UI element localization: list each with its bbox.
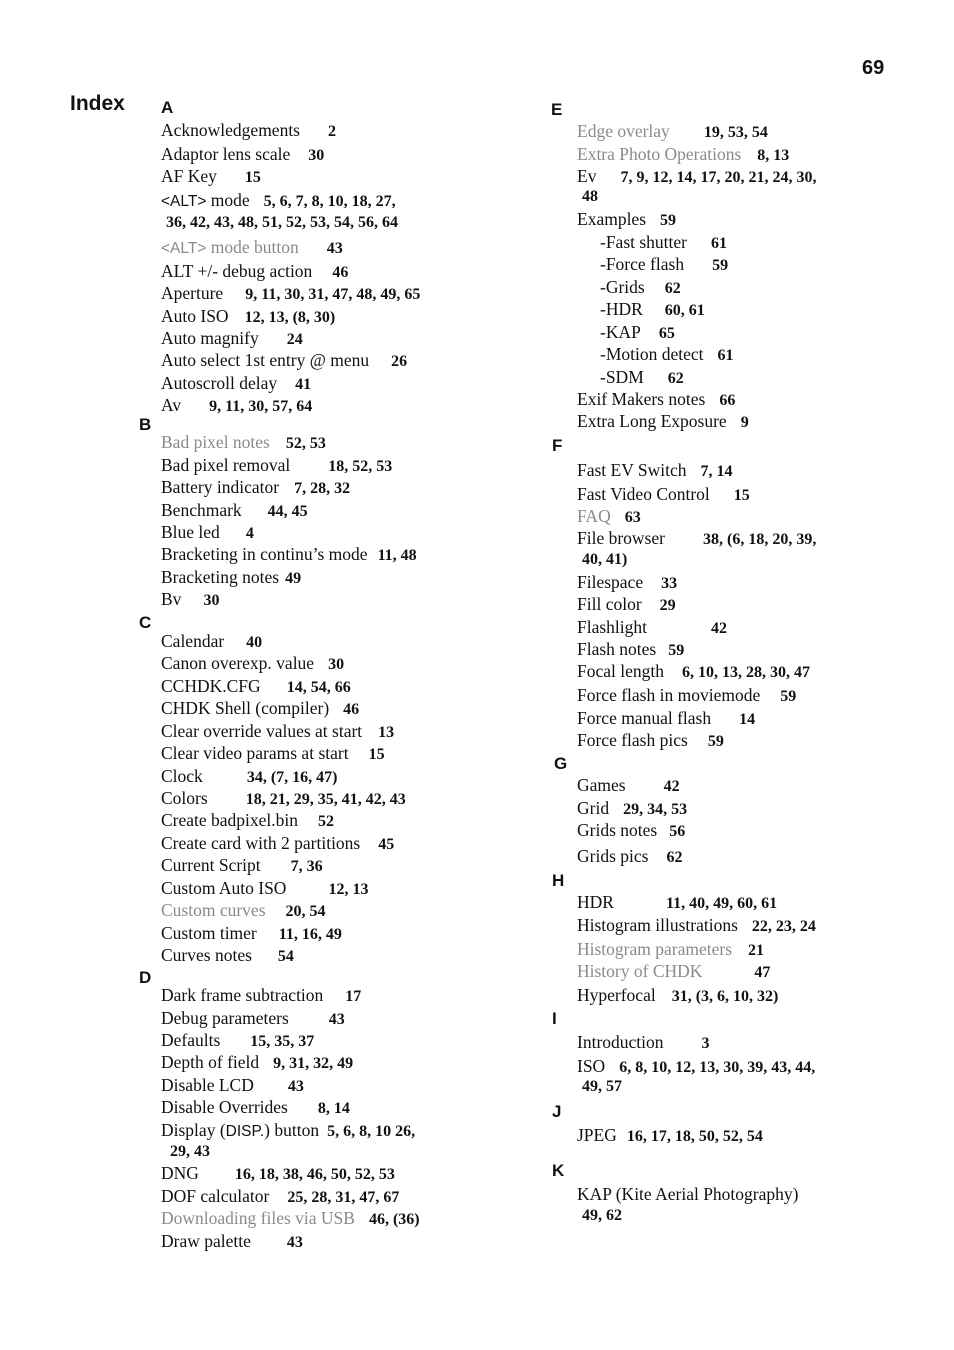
index-entry <box>161 588 219 612</box>
index-term: Defaults <box>161 1030 221 1050</box>
page-refs: 43 <box>326 240 343 257</box>
index-entry <box>600 253 728 277</box>
index-entry <box>600 231 727 255</box>
index-term: Force manual flash <box>577 708 712 728</box>
index-term: mode button <box>206 237 299 257</box>
page-refs: 12, 13, (8, 30) <box>244 309 336 326</box>
page-refs: 14, 54, 66 <box>286 679 351 696</box>
index-entry <box>161 765 337 789</box>
index-entry <box>577 527 816 551</box>
index-entry <box>577 660 810 684</box>
index-term: CHDK Shell (compiler) <box>161 698 330 718</box>
page-refs: 54 <box>277 948 294 965</box>
page-refs: 19, 53, 54 <box>703 124 768 141</box>
index-entry <box>577 984 778 1008</box>
index-entry <box>161 1162 395 1186</box>
index-entry <box>161 431 326 455</box>
index-entry <box>577 208 676 232</box>
page-refs: 11, 40, 49, 60, 61 <box>665 895 778 912</box>
page-refs: 59 <box>712 257 729 274</box>
page-refs: 9, 11, 30, 31, 47, 48, 49, 65 <box>245 286 421 303</box>
page-refs: 9 <box>740 414 749 431</box>
index-entry <box>161 630 262 654</box>
index-entry <box>577 571 677 595</box>
index-term: ISO <box>577 1056 606 1076</box>
index-term: -Motion detect <box>600 344 704 364</box>
index-term: Examples <box>577 209 647 229</box>
index-term: Av <box>161 395 182 415</box>
section-letter-c: C <box>139 613 152 632</box>
page-refs: 59 <box>668 642 685 659</box>
section-letter-h: H <box>552 871 565 890</box>
page-refs: 30 <box>328 656 345 673</box>
index-term: Histogram illustrations <box>577 915 738 935</box>
index-entry <box>161 119 336 143</box>
index-term: Disable Overrides <box>161 1097 288 1117</box>
page-refs: 40 <box>246 634 263 651</box>
index-title: Index <box>70 92 125 115</box>
index-term: -Fast shutter <box>600 232 688 252</box>
index-entry <box>577 1124 763 1148</box>
section-letter-a: A <box>161 98 174 117</box>
index-entry <box>577 616 727 640</box>
page-refs: 2 <box>328 123 336 140</box>
page-refs: 31, (3, 6, 10, 32) <box>671 988 779 1005</box>
index-term: File browser <box>577 528 665 548</box>
index-term: Extra Long Exposure <box>577 411 727 431</box>
index-term: -HDR <box>600 299 643 319</box>
index-term: Disable LCD <box>161 1075 254 1095</box>
page-refs: 65 <box>658 325 675 342</box>
index-entry <box>577 707 755 731</box>
index-term: Exif Makers notes <box>577 389 706 409</box>
index-term: Histogram parameters <box>577 939 733 959</box>
page-refs: 12, 13 <box>328 881 369 898</box>
index-entry <box>161 720 394 744</box>
index-term: Blue led <box>161 522 220 542</box>
section-letter-b: B <box>139 415 152 434</box>
index-entry <box>577 1031 710 1055</box>
page-refs: 44, 45 <box>267 503 308 520</box>
section-letter-k: K <box>552 1161 565 1180</box>
index-term: Canon overexp. value <box>161 653 315 673</box>
index-term: Grids pics <box>577 846 649 866</box>
index-term: CCHDK.CFG <box>161 676 261 696</box>
page-refs-continued: 29, 43 <box>170 1143 210 1160</box>
index-entry <box>161 652 344 676</box>
section-letter-f: F <box>552 436 563 455</box>
index-entry <box>577 593 676 617</box>
page-refs: 7, 28, 32 <box>294 480 351 497</box>
index-term: Bad pixel notes <box>161 432 270 452</box>
page-refs: 8, 14 <box>317 1100 350 1117</box>
index-term: Aperture <box>161 283 224 303</box>
page-refs-continued: 40, 41) <box>582 551 628 568</box>
page-refs: 62 <box>666 849 683 866</box>
page-refs: 3 <box>701 1035 710 1052</box>
section-letter-d: D <box>139 968 152 987</box>
index-entry <box>161 282 420 306</box>
index-entry <box>161 809 334 833</box>
index-entry <box>161 499 308 523</box>
page-refs: 13 <box>378 724 395 741</box>
index-entry <box>577 410 749 434</box>
index-entry <box>577 505 641 529</box>
page-refs: 63 <box>624 509 641 526</box>
index-entry <box>600 321 675 345</box>
index-entry <box>600 366 684 390</box>
page-refs: 46, (36) <box>368 1211 420 1228</box>
index-term: Custom Auto ISO <box>161 878 287 898</box>
index-entry <box>161 476 350 500</box>
page-refs: 15 <box>244 169 261 186</box>
index-term: Create card with 2 partitions <box>161 833 361 853</box>
index-term: Games <box>577 775 626 795</box>
index-term: Calendar <box>161 631 225 651</box>
index-term: Auto ISO <box>161 306 229 326</box>
index-entry <box>161 697 359 721</box>
page-refs: 43 <box>286 1234 303 1251</box>
index-entry <box>577 388 735 412</box>
index-term: Custom curves <box>161 900 266 920</box>
page-refs: 66 <box>719 392 736 409</box>
page-refs-continued: 48 <box>582 188 598 205</box>
index-entry <box>161 1007 345 1031</box>
page-refs: 52, 53 <box>285 435 326 452</box>
index-term: Force flash in moviemode <box>577 685 761 705</box>
section-letter-g: G <box>554 754 568 773</box>
index-term: Display ( <box>161 1120 226 1140</box>
index-entry <box>161 984 361 1008</box>
index-entry <box>577 120 768 144</box>
index-term: Filespace <box>577 572 644 592</box>
index-term-sans: DISP. <box>225 1123 265 1140</box>
index-term: Current Script <box>161 855 261 875</box>
page-refs: 43 <box>287 1078 304 1095</box>
index-term: Benchmark <box>161 500 242 520</box>
index-entry <box>577 819 685 843</box>
index-entry <box>161 1096 350 1120</box>
index-entry <box>161 1051 353 1075</box>
page-refs: 61 <box>717 347 734 364</box>
index-entry <box>577 891 777 915</box>
index-term: History of CHDK <box>577 961 703 981</box>
index-entry <box>161 1185 399 1209</box>
page-refs: 17 <box>345 988 362 1005</box>
index-entry <box>161 1119 415 1143</box>
index-entry <box>161 327 303 351</box>
page-refs-continued: 49, 62 <box>582 1207 622 1224</box>
index-term: -KAP <box>600 322 641 342</box>
index-term: Adaptor lens scale <box>161 144 291 164</box>
page-refs: 11, 16, 49 <box>278 926 342 943</box>
page-refs-continued: 49, 57 <box>582 1078 622 1095</box>
index-term: Bad pixel removal <box>161 455 291 475</box>
index-entry <box>161 521 254 545</box>
page-refs: 20, 54 <box>285 903 326 920</box>
index-entry <box>600 343 734 367</box>
page-refs: 46 <box>343 701 360 718</box>
index-entry <box>577 960 770 984</box>
page-refs: 25, 28, 31, 47, 67 <box>287 1189 400 1206</box>
index-term: KAP (Kite Aerial Photography) <box>577 1184 799 1204</box>
index-term: Grids notes <box>577 820 658 840</box>
index-term: -Force flash <box>600 254 685 274</box>
index-term: Fast EV Switch <box>577 460 687 480</box>
index-term-prefix: <ALT> <box>161 240 207 257</box>
index-entry <box>577 845 682 869</box>
index-term: mode <box>206 190 250 210</box>
index-entry <box>161 543 417 567</box>
page-refs: 29 <box>659 597 676 614</box>
index-entry <box>161 1029 314 1053</box>
page-refs: 9, 31, 32, 49 <box>273 1055 354 1072</box>
page-refs: 6, 10, 13, 28, 30, 47 <box>682 664 810 681</box>
index-entry <box>161 236 343 260</box>
page-refs: 29, 34, 53 <box>623 801 688 818</box>
section-letter-i: I <box>552 1009 557 1028</box>
index-entry <box>161 189 396 213</box>
page-refs: 9, 11, 30, 57, 64 <box>209 398 313 415</box>
index-entry <box>161 454 392 478</box>
index-term: ALT +/- debug action <box>161 261 313 281</box>
page-refs: 14 <box>739 711 756 728</box>
page-refs: 15 <box>368 746 385 763</box>
index-term: JPEG <box>577 1125 617 1145</box>
index-entry <box>161 349 407 373</box>
index-term: Bracketing in continu’s mode <box>161 544 368 564</box>
index-entry <box>577 143 789 167</box>
page-refs: 38, (6, 18, 20, 39, <box>702 531 817 548</box>
page-refs: 11, 48 <box>377 547 417 564</box>
page-refs: 8, 13 <box>757 147 790 164</box>
page-refs: 30 <box>308 147 325 164</box>
index-term: HDR <box>577 892 614 912</box>
index-entry <box>577 797 687 821</box>
page-refs: 49 <box>285 570 302 587</box>
index-term: FAQ <box>577 506 611 526</box>
index-term: Ev <box>577 166 597 186</box>
index-entry <box>577 165 816 189</box>
section-letter-e: E <box>551 100 563 119</box>
index-term: Edge overlay <box>577 121 670 141</box>
index-entry <box>161 854 323 878</box>
page-refs: 4 <box>245 525 254 542</box>
index-entry <box>577 638 684 662</box>
index-term: ) button <box>264 1120 320 1140</box>
page-refs: 15 <box>733 487 750 504</box>
page-refs: 45 <box>378 836 395 853</box>
index-entry <box>161 566 301 590</box>
page-refs: 43 <box>328 1011 345 1028</box>
index-entry <box>161 165 261 189</box>
index-entry <box>161 899 326 923</box>
index-term: Clear video params at start <box>161 743 349 763</box>
page-refs: 21 <box>748 942 765 959</box>
page-refs: 7, 14 <box>700 463 733 480</box>
index-entry <box>161 877 368 901</box>
index-term: Draw palette <box>161 1231 251 1251</box>
index-term: Autoscroll delay <box>161 373 278 393</box>
index-term: Flashlight <box>577 617 648 637</box>
index-term: Battery indicator <box>161 477 280 497</box>
index-entry <box>577 1183 798 1205</box>
page-refs: 7, 36 <box>290 858 323 875</box>
page-refs: 24 <box>286 331 303 348</box>
index-term: Fill color <box>577 594 642 614</box>
index-term: DOF calculator <box>161 1186 270 1206</box>
page-refs: 62 <box>664 280 681 297</box>
page-refs: 22, 23, 24 <box>751 918 816 935</box>
index-term-prefix: <ALT> <box>161 193 207 210</box>
index-entry <box>161 922 342 946</box>
index-term: Colors <box>161 788 208 808</box>
index-entry <box>161 1230 303 1254</box>
index-term: DNG <box>161 1163 199 1183</box>
page-refs: 18, 52, 53 <box>328 458 393 475</box>
index-entry <box>577 729 724 753</box>
page-refs: 6, 8, 10, 12, 13, 30, 39, 43, 44, <box>619 1059 816 1076</box>
index-entry <box>161 372 311 396</box>
index-entry <box>577 459 733 483</box>
index-term: Depth of field <box>161 1052 260 1072</box>
page-refs: 16, 18, 38, 46, 50, 52, 53 <box>234 1166 395 1183</box>
index-entry <box>161 787 406 811</box>
page-refs: 62 <box>667 370 684 387</box>
page-refs: 7, 9, 12, 14, 17, 20, 21, 24, 30, <box>620 169 817 186</box>
index-entry <box>161 394 312 418</box>
page-refs: 33 <box>661 575 678 592</box>
page-refs: 16, 17, 18, 50, 52, 54 <box>626 1128 763 1145</box>
index-term: Auto magnify <box>161 328 259 348</box>
index-term: -Grids <box>600 277 645 297</box>
page-refs: 59 <box>780 688 797 705</box>
index-term: Custom timer <box>161 923 257 943</box>
index-term: Dark frame subtraction <box>161 985 324 1005</box>
page-refs: 59 <box>707 733 724 750</box>
page-refs: 34, (7, 16, 47) <box>246 769 338 786</box>
index-term: Grid <box>577 798 610 818</box>
index-entry <box>161 1074 304 1098</box>
index-entry <box>577 938 764 962</box>
page-refs: 56 <box>669 823 686 840</box>
index-entry <box>577 914 816 938</box>
index-term: Extra Photo Operations <box>577 144 742 164</box>
index-entry <box>577 684 796 708</box>
page-refs: 42 <box>711 620 728 637</box>
page-number: 69 <box>862 57 885 79</box>
index-entry <box>161 1207 420 1231</box>
index-entry <box>600 298 705 322</box>
section-letter-j: J <box>552 1102 562 1121</box>
page-refs: 42 <box>663 778 680 795</box>
index-entry <box>161 260 348 284</box>
page-refs: 41 <box>295 376 312 393</box>
page-refs: 61 <box>711 235 728 252</box>
index-term: Force flash pics <box>577 730 688 750</box>
page-refs: 30 <box>203 592 220 609</box>
page-refs: 60, 61 <box>664 302 705 319</box>
index-term: Hyperfocal <box>577 985 656 1005</box>
index-term: AF Key <box>161 166 217 186</box>
page-refs: 15, 35, 37 <box>250 1033 315 1050</box>
index-term: Focal length <box>577 661 664 681</box>
index-term: Create badpixel.bin <box>161 810 299 830</box>
index-term: Downloading files via USB <box>161 1208 355 1228</box>
index-term: Introduction <box>577 1032 664 1052</box>
page-refs: 59 <box>660 212 677 229</box>
page-refs-continued: 36, 42, 43, 48, 51, 52, 53, 54, 56, 64 <box>166 214 398 231</box>
page-refs: 5, 6, 7, 8, 10, 18, 27, <box>263 193 396 210</box>
index-term: Bracketing notes <box>161 567 280 587</box>
index-entry <box>577 774 680 798</box>
index-term: Clear override values at start <box>161 721 363 741</box>
index-entry <box>577 483 750 507</box>
index-entry <box>161 675 351 699</box>
page-refs: 52 <box>318 813 335 830</box>
index-term: Bv <box>161 589 182 609</box>
index-term: Curves notes <box>161 945 252 965</box>
page-refs: 46 <box>332 264 349 281</box>
page-refs: 18, 21, 29, 35, 41, 42, 43 <box>245 791 406 808</box>
index-term: Clock <box>161 766 203 786</box>
index-entry <box>161 832 394 856</box>
index-term: Fast Video Control <box>577 484 710 504</box>
index-term: Flash notes <box>577 639 657 659</box>
index-entry <box>161 143 324 167</box>
index-term: Debug parameters <box>161 1008 289 1028</box>
page-refs: 5, 6, 8, 10 26, <box>327 1123 416 1140</box>
index-entry <box>600 276 681 300</box>
index-entry <box>161 742 385 766</box>
index-entry <box>161 305 335 329</box>
page-refs: 47 <box>754 964 771 981</box>
page-refs: 26 <box>391 353 408 370</box>
index-term: -SDM <box>600 367 644 387</box>
index-term: Auto select 1st entry @ menu <box>161 350 370 370</box>
index-entry <box>161 944 294 968</box>
index-term: Acknowledgements <box>161 120 300 140</box>
